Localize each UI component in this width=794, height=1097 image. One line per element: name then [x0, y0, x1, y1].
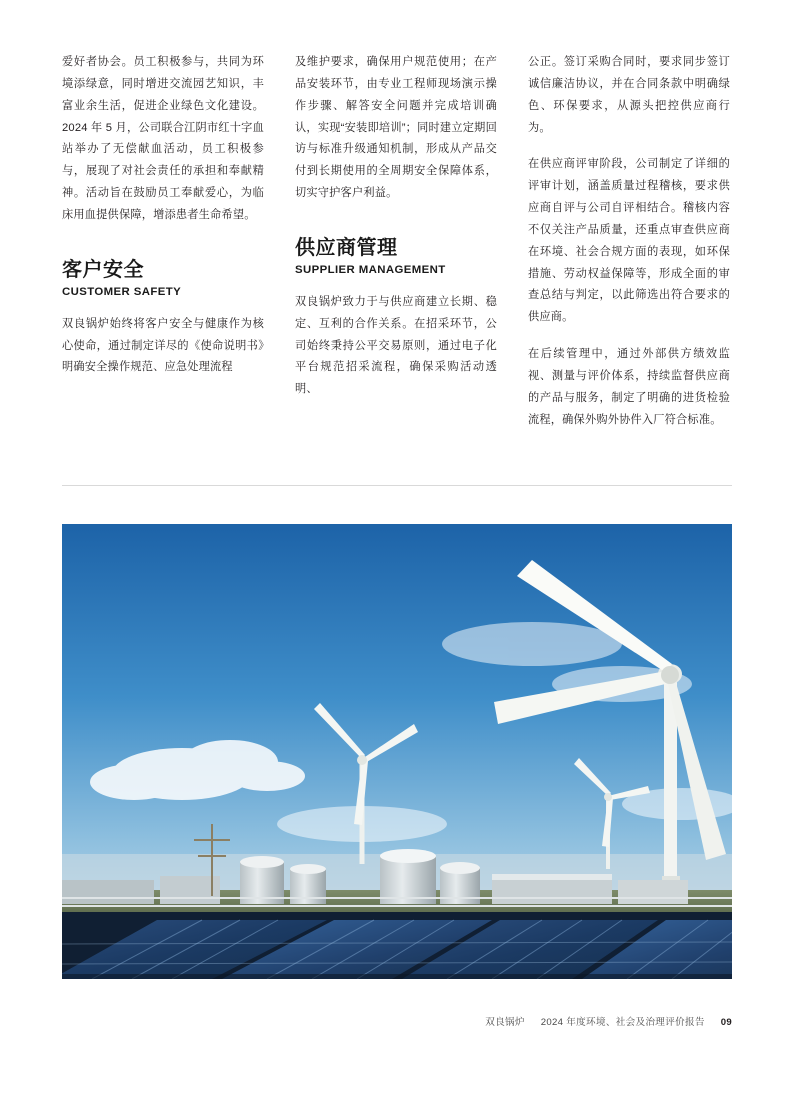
column-3	[528, 52, 730, 432]
section-heading-customer-safety	[62, 253, 264, 298]
section-heading-supplier-management	[295, 231, 497, 276]
horizontal-divider	[62, 485, 732, 486]
hero-image	[62, 524, 732, 979]
paragraph: 在后续管理中，通过外部供方绩效监视、测量与评价体系，持续监督供应商的产品与服务，制定了明确的进货检验流程，确保外购外协件入厂符合标准。	[528, 348, 730, 426]
article-columns	[62, 52, 732, 432]
column-1	[62, 52, 264, 432]
paragraph: 公正。签订采购合同时，要求同步签订诚信廉洁协议，并在合同条款中明确绿色、环保要求，从源头把控供应商行为。	[528, 56, 730, 134]
paragraph: 双良锅炉致力于与供应商建立长期、稳定、互利的合作关系。在招采环节，公司始终秉持公平交易原则，通过电子化平台规范招采流程，确保采购活动透明、	[295, 295, 497, 396]
hero-illustration	[62, 524, 732, 979]
section-title-zh: 供应商管理	[295, 236, 398, 259]
paragraph: 及维护要求，确保用户规范使用；在产品安装环节，由专业工程师现场演示操作步骤、解答安全问题并完成培训确认，实现“安装即培训”；同时建立定期回访与标准升级通知机制，形成从产品交付到长期使用的全周期安全保障体系，切实守护客户利益。	[295, 56, 497, 200]
section-title-zh: 客户安全	[62, 258, 144, 281]
section-title-en: SUPPLIER MANAGEMENT	[295, 263, 446, 276]
footer-report-title: 2024 年度环境、社会及治理评价报告	[540, 1017, 705, 1028]
footer-company: 双良锅炉	[485, 1017, 525, 1028]
page-footer	[485, 1014, 732, 1028]
section-title-en: CUSTOMER SAFETY	[62, 285, 182, 298]
column-2	[295, 52, 497, 432]
paragraph: 爱好者协会。员工积极参与，共同为环境添绿意，同时增进交流园艺知识，丰富业余生活，促进企业绿色文化建设。2024 年 5 月，公司联合江阴市红十字血站举办了无偿献血活动，员工积极参与，展现了对社会责任的承担和奉献精神。活动旨在鼓励员工奉献爱心，为临床用血提供保障，增添患者生命希望。	[62, 56, 264, 221]
footer-page-number: 09	[720, 1017, 732, 1028]
paragraph: 在供应商评审阶段，公司制定了详细的评审计划，涵盖质量过程稽核，要求供应商自评与公司自评相结合。稽核内容不仅关注产品质量，还重点审查供应商在环境、社会合规方面的表现，如环保措施、劳动权益保障等，形成全面的审查总结与判定，以此筛选出符合要求的供应商。	[528, 158, 730, 324]
paragraph: 双良锅炉始终将客户安全与健康作为核心使命，通过制定详尽的《使命说明书》明确安全操作规范、应急处理流程	[62, 317, 264, 374]
